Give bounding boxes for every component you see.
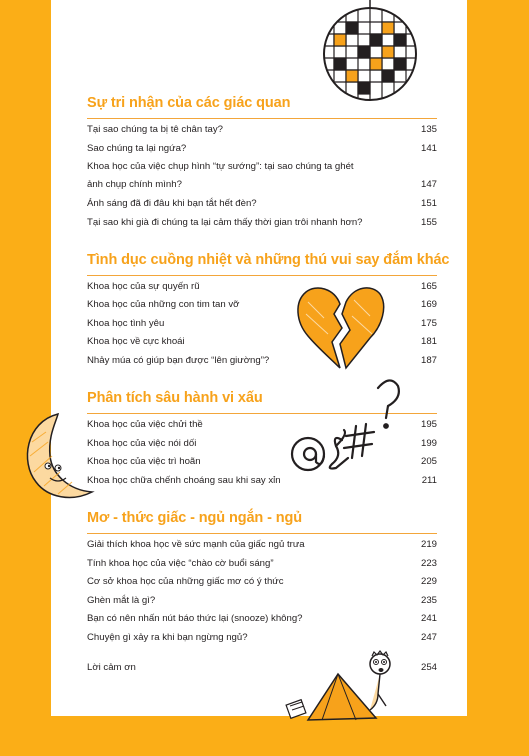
toc-entry	[87, 576, 437, 594]
entry-page: 199	[420, 438, 437, 449]
toc-entry	[87, 595, 437, 613]
section-rule	[87, 118, 437, 119]
entry-page: 135	[420, 124, 437, 135]
entry-page: 195	[420, 419, 437, 430]
entry-title: Cơ sở khoa học của những giấc mơ có ý thức	[87, 576, 284, 587]
toc-entry	[87, 124, 437, 142]
entry-page: 141	[420, 143, 437, 154]
entry-title: Giải thích khoa học về sức mạnh của giấc ngủ trưa	[87, 539, 305, 550]
entry-title: Tính khoa học của việc “chào cờ buổi sáng”	[87, 558, 274, 569]
entry-title: Tại sao chúng ta bị tê chân tay?	[87, 124, 223, 135]
entry-title: Khoa học tình yêu	[87, 318, 165, 329]
section-rule	[87, 275, 437, 276]
entry-title: Ánh sáng đã đi đâu khi bạn tắt hết đèn?	[87, 198, 257, 209]
toc-entry	[87, 539, 437, 557]
entry-title: ảnh chụp chính mình?	[87, 179, 182, 190]
toc-entry	[87, 179, 437, 197]
section-title-passion: Tình dục cuồng nhiệt và những thú vui say đắm khác	[87, 252, 450, 268]
toc-entry	[87, 613, 437, 631]
entry-page: 155	[420, 217, 437, 228]
entry-title: Sao chúng ta lại ngứa?	[87, 143, 187, 154]
entry-page: 147	[420, 179, 437, 190]
toc-entry	[87, 632, 437, 650]
crescent-moon-icon	[16, 412, 96, 502]
entry-title: Khoa học của sự quyến rũ	[87, 281, 200, 292]
entry-title: Khoa học của việc chửi thề	[87, 419, 203, 430]
entry-page: 175	[420, 318, 437, 329]
entry-page: 211	[421, 475, 437, 486]
entry-page: 254	[420, 662, 437, 673]
entry-title: Khoa học của những con tim tan vỡ	[87, 299, 240, 310]
toc-entry	[87, 161, 437, 179]
disco-ball-icon	[300, 0, 470, 112]
entry-page: 181	[420, 336, 437, 347]
section-title-senses: Sự tri nhận của các giác quan	[87, 95, 291, 111]
toc-entry	[87, 558, 437, 576]
broken-heart-icon	[294, 282, 386, 372]
entry-page: 187	[420, 355, 437, 366]
entry-title: Tại sao khi già đi chúng ta lại cảm thấy thời gian trôi nhanh hơn?	[87, 217, 363, 228]
entry-page: 223	[420, 558, 437, 569]
entry-page: 241	[420, 613, 437, 624]
entry-page: 165	[420, 281, 437, 292]
entry-title: Khoa học của việc trì hoãn	[87, 456, 201, 467]
entry-page: 219	[420, 539, 437, 550]
entry-title: Chuyện gì xảy ra khi bạn ngừng ngủ?	[87, 632, 248, 643]
entry-title: Khoa học về cực khoái	[87, 336, 185, 347]
entry-page: 151	[420, 198, 437, 209]
entry-title: Khoa học chữa chếnh choáng sau khi say xỉn	[87, 475, 281, 486]
tent-person-icon	[282, 650, 406, 730]
section-title-bad-behavior: Phân tích sâu hành vi xấu	[87, 390, 263, 406]
entry-page: 205	[420, 456, 437, 467]
entry-title: Khoa học của việc nói dối	[87, 438, 197, 449]
section-title-sleep: Mơ - thức giấc - ngủ ngắn - ngủ	[87, 510, 303, 526]
toc-entry	[87, 143, 437, 161]
entry-title: Lời cảm ơn	[87, 662, 136, 673]
entry-title: Khoa học của việc chụp hình “tự sướng”: tại sao chúng ta ghét	[87, 161, 354, 172]
section-rule	[87, 533, 437, 534]
entry-title: Nhảy múa có giúp bạn được “lên giường”?	[87, 355, 270, 366]
entry-title: Bạn có nên nhấn nút báo thức lại (snooze) không?	[87, 613, 303, 624]
toc-entry	[87, 217, 437, 235]
toc-entry	[87, 198, 437, 216]
entry-page: 247	[420, 632, 437, 643]
entry-page: 235	[420, 595, 437, 606]
swear-symbols-icon	[286, 374, 406, 484]
entry-title: Ghèn mắt là gì?	[87, 595, 156, 606]
entry-page: 169	[420, 299, 437, 310]
entry-page: 229	[420, 576, 437, 587]
